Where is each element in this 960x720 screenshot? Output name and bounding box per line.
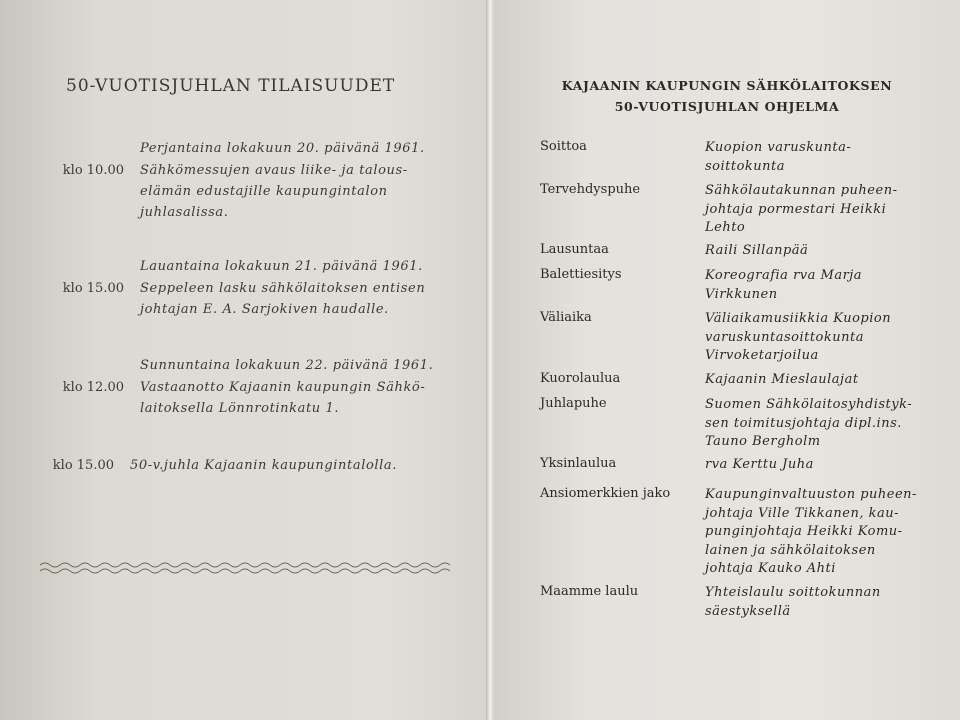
event-line: Seppeleen lasku sähkölaitoksen entisen	[140, 281, 426, 296]
program-performer: Kuopion varuskunta- soittokunta	[705, 140, 852, 174]
event-time: klo 12.00	[62, 380, 124, 395]
program-item: Soittoa	[540, 139, 587, 154]
event-text: 50-v.juhla Kajaanin kaupungintalolla.	[130, 458, 397, 473]
program-performer: Yhteislaulu soittokunnan säestyksellä	[705, 585, 881, 619]
event-text	[140, 160, 460, 223]
program-performer: Suomen Sähkölaitosyhdistyk- sen toimitusjohtaja dipl.ins. Tauno Bergholm	[705, 397, 913, 449]
event-line: Sähkömessujen avaus liike- ja talous-	[140, 163, 408, 178]
program-item: Kuorolaulua	[540, 371, 621, 386]
program-item: Ansiomerkkien jako	[540, 486, 671, 501]
event-time: klo 15.00	[62, 281, 124, 296]
day-date: Lauantaina lokakuun 21. päivänä 1961.	[140, 259, 423, 274]
program-item: Väliaika	[540, 310, 592, 325]
event-line: johtajan E. A. Sarjokiven haudalle.	[140, 302, 389, 317]
day-date: Sunnuntaina lokakuun 22. päivänä 1961.	[140, 358, 434, 373]
program-item: Tervehdyspuhe	[540, 182, 641, 197]
event-time: klo 15.00	[52, 458, 114, 473]
program-title-line2: 50-VUOTISJUHLAN OHJELMA	[614, 99, 840, 114]
event-text	[140, 278, 460, 320]
program-item: Juhlapuhe	[540, 396, 607, 411]
program-performer: Kajaanin Mieslaulajat	[705, 372, 859, 387]
program-performer: Koreografia rva Marja Virkkunen	[705, 268, 863, 302]
program-performer: Kaupunginvaltuuston puheen- johtaja Ville Tikkanen, kau- punginjohtaja Heikki Komu- lainen ja sähkölaitoksen johtaja Kauko Ahti	[705, 487, 917, 576]
event-text	[140, 377, 460, 419]
program-performer: Raili Sillanpää	[705, 243, 809, 258]
program-item: Balettiesitys	[540, 267, 622, 282]
program-performer: Sähkölautakunnan puheen- johtaja pormestari Heikki Lehto	[705, 183, 898, 235]
day-date: Perjantaina lokakuun 20. päivänä 1961.	[140, 141, 425, 156]
left-page-title: 50-VUOTISJUHLAN TILAISUUDET	[66, 76, 396, 96]
event-line: laitoksella Lönnrotinkatu 1.	[140, 401, 340, 416]
program-item: Lausuntaa	[540, 242, 609, 257]
event-line: juhlasalissa.	[140, 205, 229, 220]
event-time: klo 10.00	[62, 163, 124, 178]
wavy-divider	[40, 560, 450, 578]
event-line: Vastaanotto Kajaanin kaupungin Sähkö-	[140, 380, 426, 395]
program-performer: Väliaikamusiikkia Kuopion varuskuntasoittokunta Virvoketarjoilua	[705, 311, 892, 363]
program-performer: rva Kerttu Juha	[705, 457, 814, 472]
program-title-line1: KAJAANIN KAUPUNGIN SÄHKÖLAITOKSEN	[561, 78, 893, 93]
right-page	[494, 0, 960, 720]
event-line: elämän edustajille kaupungintalon	[140, 184, 388, 199]
program-item: Yksinlaulua	[540, 456, 617, 471]
program-item: Maamme laulu	[540, 584, 639, 599]
